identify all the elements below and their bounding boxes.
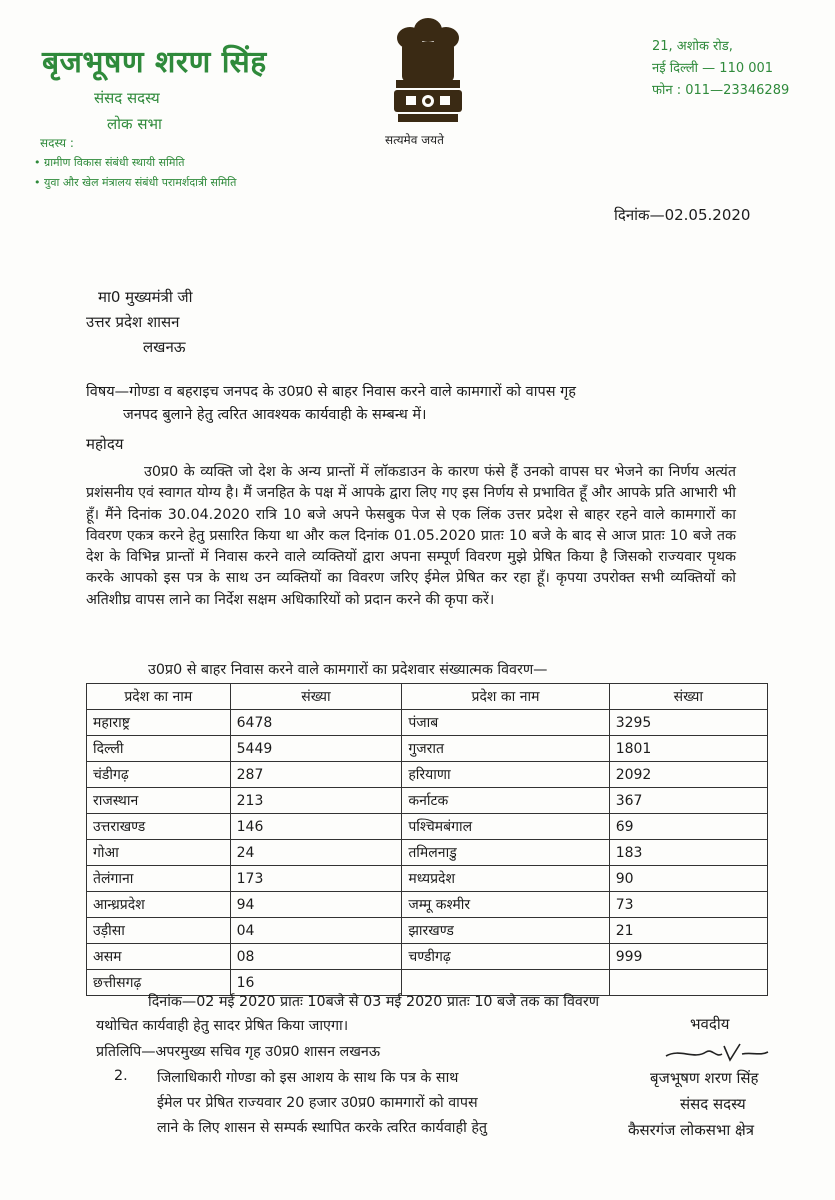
state-name-cell: उत्तराखण्ड <box>87 814 231 840</box>
letterhead-house: लोक सभा <box>107 115 162 133</box>
count-cell: 3295 <box>609 710 767 736</box>
state-name-cell: पश्चिमबंगाल <box>402 814 609 840</box>
count-cell: 24 <box>230 840 402 866</box>
count-cell: 146 <box>230 814 402 840</box>
column-header: प्रदेश का नाम <box>87 684 231 710</box>
column-header: संख्या <box>230 684 402 710</box>
copy-line: लाने के लिए शासन से सम्पर्क स्थापित करके त्वरित कार्यवाही हेतु <box>157 1120 488 1136</box>
copy-line: जिलाधिकारी गोण्डा को इस आशय के साथ कि पत्र के साथ <box>157 1070 459 1086</box>
subject-line: जनपद बुलाने हेतु त्वरित आवश्यक कार्यवाही के सम्बन्ध में। <box>123 407 427 423</box>
count-cell: 08 <box>230 944 402 970</box>
signatory-designation: संसद सदस्य <box>680 1095 746 1113</box>
footer-line: यथोचित कार्यवाही हेतु सादर प्रेषित किया जाएगा। <box>96 1018 349 1034</box>
count-cell: 04 <box>230 918 402 944</box>
emblem-motto: सत्यमेव जयते <box>385 133 444 147</box>
count-cell: 6478 <box>230 710 402 736</box>
table-row <box>87 710 768 736</box>
count-cell: 16 <box>230 970 402 996</box>
handwritten-signature-icon <box>660 1038 770 1068</box>
recipient-line: उत्तर प्रदेश शासन <box>86 313 180 331</box>
state-name-cell: गोआ <box>87 840 231 866</box>
count-cell: 213 <box>230 788 402 814</box>
footer-line: दिनांक—02 मई 2020 प्रातः 10बजे से 03 मई 2020 प्रातः 10 बजे तक का विवरण <box>148 994 600 1010</box>
committee-label: सदस्य : <box>40 136 74 150</box>
count-cell: 73 <box>609 892 767 918</box>
table-row <box>87 736 768 762</box>
state-name-cell: जम्मू कश्मीर <box>402 892 609 918</box>
letter-date: दिनांक—02.05.2020 <box>614 206 751 224</box>
copy-line: ईमेल पर प्रेषित राज्यवार 20 हजार उ0प्र0 कामगारों को वापस <box>157 1095 478 1111</box>
count-cell <box>609 970 767 996</box>
signatory-constituency: कैसरगंज लोकसभा क्षेत्र <box>628 1121 755 1139</box>
state-name-cell: महाराष्ट्र <box>87 710 231 736</box>
address-line: नई दिल्ली — 110 001 <box>652 61 774 76</box>
ashoka-lion-emblem-icon <box>382 8 474 128</box>
count-cell: 173 <box>230 866 402 892</box>
letterhead-name: बृजभूषण शरण सिंह <box>42 45 267 80</box>
state-name-cell: गुजरात <box>402 736 609 762</box>
state-name-cell: असम <box>87 944 231 970</box>
address-line: 21, अशोक रोड, <box>652 39 733 54</box>
count-cell: 90 <box>609 866 767 892</box>
copy-line: प्रतिलिपि—अपरमुख्य सचिव गृह उ0प्र0 शासन लखनऊ <box>96 1044 381 1060</box>
count-cell: 2092 <box>609 762 767 788</box>
table-header-row <box>87 684 768 710</box>
count-cell: 999 <box>609 944 767 970</box>
copy-number: 2. <box>114 1068 128 1084</box>
closing: भवदीय <box>690 1015 730 1033</box>
state-name-cell: हरियाणा <box>402 762 609 788</box>
letter-body-text: उ0प्र0 के व्यक्ति जो देश के अन्य प्रान्तों में लॉकडाउन के कारण फंसे हैं उनको वापस घर भेजने का निर्णय अत्यंत प्रशंसनीय एवं स्वागत योग्य है। मैं जनहित के पक्ष में आपके द्वारा लिए गए इस निर्णय से प्रभावित हूँ और आपके प्रति आभारी भी हूँ। मैंने दिनांक 30.04.2020 रात्रि 10 बजे अपने फेसबुक पेज से एक लिंक उत्तर प्रदेश से बाहर रहने वाले कामगारों का विवरण एकत्र करने हेतु प्रसारित किया था और कल दिनांक 01.05.2020 प्रातः 10 बजे के बाद से आज प्रातः 10 बजे तक देश के विभिन्न प्रान्तों में निवास करने वाले व्यक्तियों द्वारा अपना सम्पूर्ण विवरण मुझे प्रेषित किया है जिसको राज्यवार पृथक करके आपको इस पत्र के साथ उन व्यक्तियों का विवरण जरिए ईमेल प्रेषित कर रहा हूँ। कृपया उपरोक्त सभी व्यक्तियों को अतिशीघ्र वापस लाने का निर्देश सक्षम अधिकारियों को प्रदान करने की कृपा करें। <box>86 464 736 608</box>
state-name-cell: दिल्ली <box>87 736 231 762</box>
table-row <box>87 788 768 814</box>
signatory-name: बृजभूषण शरण सिंह <box>650 1069 759 1087</box>
recipient-line: मा0 मुख्यमंत्री जी <box>98 288 193 306</box>
subject-line: विषय—गोण्डा व बहराइच जनपद के उ0प्र0 से बाहर निवास करने वाले कामगारों को वापस गृह <box>86 384 576 400</box>
state-name-cell: कर्नाटक <box>402 788 609 814</box>
state-name-cell: तमिलनाडु <box>402 840 609 866</box>
letterhead-designation: संसद सदस्य <box>94 89 160 107</box>
state-name-cell: पंजाब <box>402 710 609 736</box>
table-row <box>87 918 768 944</box>
state-name-cell: चंडीगढ़ <box>87 762 231 788</box>
committee-item: • ग्रामीण विकास संबंधी स्थायी समिति <box>34 156 185 169</box>
workers-table <box>86 683 768 996</box>
state-name-cell: मध्यप्रदेश <box>402 866 609 892</box>
count-cell: 5449 <box>230 736 402 762</box>
committee-item: • युवा और खेल मंत्रालय संबंधी परामर्शदात्री समिति <box>34 176 237 189</box>
table-row <box>87 762 768 788</box>
count-cell: 367 <box>609 788 767 814</box>
table-row <box>87 944 768 970</box>
state-name-cell: तेलंगाना <box>87 866 231 892</box>
letter-body <box>86 462 736 611</box>
column-header: संख्या <box>609 684 767 710</box>
state-name-cell: उड़ीसा <box>87 918 231 944</box>
state-name-cell: आन्ध्रप्रदेश <box>87 892 231 918</box>
state-name-cell: चण्डीगढ़ <box>402 944 609 970</box>
count-cell: 94 <box>230 892 402 918</box>
count-cell: 183 <box>609 840 767 866</box>
table-row <box>87 866 768 892</box>
column-header: प्रदेश का नाम <box>402 684 609 710</box>
count-cell: 1801 <box>609 736 767 762</box>
count-cell: 69 <box>609 814 767 840</box>
recipient-line: लखनऊ <box>143 338 186 356</box>
state-name-cell: छत्तीसगढ़ <box>87 970 231 996</box>
state-name-cell: झारखण्ड <box>402 918 609 944</box>
table-title: उ0प्र0 से बाहर निवास करने वाले कामगारों का प्रदेशवार संख्यात्मक विवरण— <box>148 662 548 678</box>
table-row <box>87 840 768 866</box>
count-cell: 21 <box>609 918 767 944</box>
count-cell: 287 <box>230 762 402 788</box>
state-name-cell: राजस्थान <box>87 788 231 814</box>
table-row <box>87 892 768 918</box>
table-row <box>87 814 768 840</box>
phone-number: फोन : 011—23346289 <box>652 83 790 98</box>
salutation: महोदय <box>86 435 124 453</box>
